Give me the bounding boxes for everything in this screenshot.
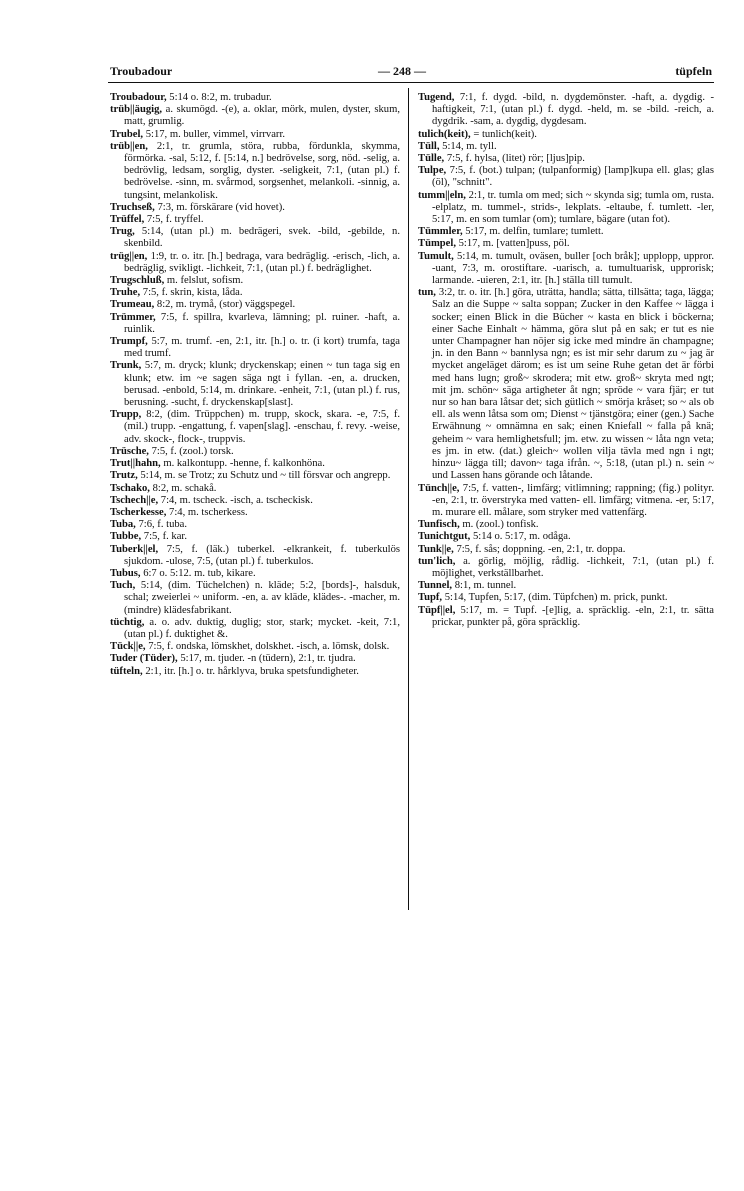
entry-headword: Tuder (Tüder), (110, 653, 178, 665)
dictionary-entry (418, 483, 714, 520)
entry-headword: tun'lich, (418, 555, 456, 567)
entry-definition: = tunlich(keit). (470, 128, 537, 140)
entry-headword: tüchtig, (110, 616, 145, 628)
header-first-word: Troubadour (110, 64, 173, 78)
dictionary-entry (110, 141, 400, 202)
entry-definition: 2:1, itr. [h.] o. tr. hårklyva, bruka spetsfundigheter. (142, 665, 359, 677)
dictionary-entry (110, 507, 400, 519)
dictionary-entry (110, 617, 400, 641)
entry-definition: 7:3, m. förskärare (vid hovet). (154, 201, 285, 213)
entry-definition: a. o. adv. duktig, duglig; stor, stark; mycket. -keit, 7:1, (utan pl.) f. duktighet &. (124, 616, 400, 640)
dictionary-entry (110, 458, 400, 470)
entry-definition: 7:5, f. (läk.) tuberkel. -elkrankeit, f. tuberkulös sjukdom. -ulose, 7:5, (utan pl.) f. tuberkulos. (124, 543, 400, 567)
entry-headword: tulich(keit), (418, 128, 471, 140)
entry-headword: Tuberk||el, (110, 543, 159, 555)
entry-headword: Tülle, (418, 153, 445, 165)
dictionary-entry (418, 165, 714, 189)
entry-definition: m. felslut, sofism. (164, 275, 244, 287)
dictionary-entry (110, 446, 400, 458)
entry-definition: 2:1, tr. grumla, störa, rubba, fördunkla, skymma, förmörka. -sal, 5:12, f. [5:14, n.] bedrövelse, sorg, nöd. -selig, a. bedrövlig, ledsam, sorglig, dyster. -seligkeit, 7:1, (utan pl.) f. bedrövelse. -sinn, m. svårmod, sorgsenhet, melankoli. -sinnig, a. tungsint, melankolisk. (124, 140, 400, 201)
dictionary-entry (110, 275, 400, 287)
entry-headword: Tück||e, (110, 641, 146, 653)
entry-definition: 5:17, m. buller, vimmel, virrvarr. (143, 128, 286, 140)
entry-definition: 7:5, f. ondska, lömskhet, dolskhet. -isch, a. lömsk, dolsk. (145, 641, 390, 653)
entry-definition: 8:2, m. schakå. (149, 482, 217, 494)
entry-headword: tüfteln, (110, 665, 143, 677)
entry-headword: Truchseß, (110, 201, 155, 213)
entry-headword: Tupf, (418, 592, 443, 604)
entry-definition: 7:4, m. tscherkess. (166, 506, 248, 518)
entry-headword: Tubbe, (110, 531, 142, 543)
entry-definition: 5:7, m. trumf. -en, 2:1, itr. [h.] o. tr. (i kort) trumfa, taga med trumf. (124, 336, 400, 360)
dictionary-entry (418, 153, 714, 165)
dictionary-entry (110, 544, 400, 568)
entry-headword: Trupp, (110, 409, 142, 421)
dictionary-entry (110, 409, 400, 446)
entry-definition: 5:14, m. se Trotz; zu Schutz und ~ till försvar och angrepp. (137, 470, 391, 482)
dictionary-entry (110, 226, 400, 250)
dictionary-entry (418, 556, 714, 580)
entry-definition: 5:14, (utan pl.) m. bedrägeri, svek. -bild, -gebilde, n. skenbild. (124, 226, 400, 250)
page-header (108, 60, 714, 83)
entry-headword: Trümmer, (110, 311, 156, 323)
column-divider (408, 88, 409, 910)
dictionary-entry (110, 129, 400, 141)
dictionary-entry (418, 251, 714, 288)
entry-headword: Tüll, (418, 140, 440, 152)
entry-definition: 5:17, m. = Tupf. -[e]lig, a. spräcklig. -eln, 2:1, tr. sätta prickar, punkter på, göra spräcklig. (432, 604, 714, 628)
entry-definition: 5:17, m. delfin, tumlare; tumlett. (462, 226, 604, 238)
entry-definition: 7:5, f. (bot.) tulpan; (tulpanformig) [lamp]kupa ell. glas; glas (öl), "schnitt". (432, 165, 714, 189)
dictionary-entry (110, 287, 400, 299)
dictionary-entry (418, 519, 714, 531)
dictionary-entry (110, 360, 400, 409)
dictionary-entry (418, 544, 714, 556)
entry-definition: 7:5, f. tryffel. (144, 214, 204, 226)
dictionary-entry (418, 238, 714, 250)
dictionary-entry (418, 287, 714, 482)
dictionary-entry (110, 214, 400, 226)
dictionary-entry (110, 312, 400, 336)
entry-definition: 8:2, (dim. Trüppchen) m. trupp, skock, skara. -e, 7:5, f. (mil.) trupp. -engattung, f. vapen[slag]. -enschau, f. revy. -weise, adv. skock-, flock-, truppvis. (124, 409, 400, 445)
entry-definition: a. görlig, möjlig, rådlig. -lichkeit, 7:1, (utan pl.) f. möjlighet, verkställbarhet. (432, 555, 714, 579)
entry-headword: tumm||eln, (418, 189, 466, 201)
dictionary-entry (418, 580, 714, 592)
entry-definition: 5:14, Tupfen, 5:17, (dim. Tüpfchen) m. prick, punkt. (442, 592, 668, 604)
entry-headword: Tschako, (110, 482, 150, 494)
entry-headword: tun, (418, 287, 436, 299)
entry-headword: Trubel, (110, 128, 144, 140)
entry-definition: 7:4, m. tscheck. -isch, a. tscheckisk. (158, 494, 313, 506)
right-column (418, 92, 714, 629)
entry-headword: Tüpf||el, (418, 604, 456, 616)
entry-headword: Tubus, (110, 567, 141, 579)
entry-headword: Tümpel, (418, 238, 456, 250)
entry-headword: trüg||en, (110, 250, 148, 262)
entry-definition: 1:9, tr. o. itr. [h.] bedraga, vara bedräglig. -erisch, -lich, a. bedräglig, svikligt. -lichkeit, 7:1, (utan pl.) f. bedräglighet. (124, 250, 400, 274)
dictionary-entry (110, 495, 400, 507)
entry-definition: m. (zool.) tonfisk. (459, 519, 539, 531)
entry-definition: 7:5, f. vatten-, limfärg; vitlimning; rappning; (fig.) polityr. -en, 2:1, tr. överstryka med vatten- ell. limfärg; vitmena. -er, 5:17, m. murare ell. målare, som stryker med vattenfärg. (432, 482, 714, 518)
entry-headword: Trugschluß, (110, 275, 165, 287)
entry-definition: 7:5, f. spillra, kvarleva, lämning; pl. ruiner. -haft, a. ruinlik. (124, 311, 400, 335)
entry-headword: Trut||hahn, (110, 458, 161, 470)
entry-definition: 5:14 o. 5:17, m. odåga. (470, 531, 571, 543)
entry-headword: trüb||en, (110, 140, 148, 152)
entry-definition: 5:14, m. tumult, oväsen, buller [och bråk]; upplopp, uppror. -uant, 7:3, m. orostiftare. -uarisch, a. tumultuarisk, upprorisk; larmande. -uieren, 2:1, itr. [h.] ställa till tumult. (432, 250, 714, 287)
dictionary-entry (418, 605, 714, 629)
entry-definition: 7:5, f. sås; doppning. -en, 2:1, tr. doppa. (453, 543, 626, 555)
dictionary-entry (418, 592, 714, 604)
dictionary-entry (110, 641, 400, 653)
entry-headword: Trumeau, (110, 299, 155, 311)
entry-definition: 5:17, m. tjuder. -n (tüdern), 2:1, tr. tjudra. (177, 653, 356, 665)
entry-headword: Tünch||e, (418, 482, 460, 494)
entry-headword: Tunichtgut, (418, 531, 471, 543)
entry-headword: Tulpe, (418, 165, 447, 177)
dictionary-page (108, 52, 714, 922)
dictionary-entry (110, 251, 400, 275)
entry-headword: Tscherkesse, (110, 506, 167, 518)
dictionary-entry (110, 666, 400, 678)
entry-headword: Truhe, (110, 287, 141, 299)
entry-headword: Tunfisch, (418, 519, 460, 531)
dictionary-entry (418, 129, 714, 141)
dictionary-entry (110, 104, 400, 128)
dictionary-entry (110, 336, 400, 360)
entry-headword: Tugend, (418, 92, 455, 103)
dictionary-entry (110, 92, 400, 104)
entry-definition: 2:1, tr. tumla om med; sich ~ skynda sig; tumla om, rusta. -elplatz, m. tummel-, strids-, lekplats. -eltaube, f. tumlett. -ler, 5:17, m. en som tumlar (om); tumlare, bägare (utan fot). (432, 189, 714, 226)
dictionary-entry (110, 580, 400, 617)
left-column (110, 92, 400, 678)
entry-headword: Troubadour, (110, 92, 167, 103)
entry-definition: a. skumögd. -(e), a. oklar, mörk, mulen, dyster, skum, matt, grumlig. (124, 104, 400, 128)
entry-headword: Tuch, (110, 580, 136, 592)
entry-definition: 7:5, f. hylsa, (litet) rör; [ljus]pip. (444, 153, 585, 165)
entry-definition: 7:1, f. dygd. -bild, n. dygdemönster. -haft, a. dygdig. -haftigkeit, 7:1, (utan pl.) f. dygd. -held, m. se -bild. -reich, a. dygdrik. -sam, a. dygdig, dygdesam. (432, 92, 714, 128)
dictionary-entry (110, 202, 400, 214)
entry-definition: 5:14, (dim. Tüchelchen) n. kläde; 5:2, [bords]-, halsduk, schal; zweierlei ~ uniform. -en, a. av kläde, klädes-. -macher, m. (mindre) klädesfabrikant. (124, 580, 400, 616)
dictionary-entry (110, 653, 400, 665)
dictionary-entry (418, 92, 714, 129)
entry-headword: Tunk||e, (418, 543, 454, 555)
entry-headword: Trüsche, (110, 445, 149, 457)
dictionary-entry (110, 470, 400, 482)
entry-definition: 8:2, m. trymå, (stor) väggspegel. (154, 299, 296, 311)
entry-definition: 7:5, f. skrin, kista, låda. (140, 287, 243, 299)
entry-definition: 5:17, m. [vatten]puss, pöl. (455, 238, 570, 250)
entry-definition: 7:5, f. (zool.) torsk. (148, 445, 234, 457)
entry-definition: 7:6, f. tuba. (135, 519, 188, 531)
dictionary-entry (110, 299, 400, 311)
header-last-word: tüpfeln (675, 64, 712, 78)
dictionary-entry (418, 531, 714, 543)
page-number: — 248 — (378, 64, 426, 78)
entry-definition: m. kalkontupp. -henne, f. kalkonhöna. (160, 458, 325, 470)
entry-headword: Tschech||e, (110, 494, 159, 506)
entry-headword: Tunnel, (418, 580, 453, 592)
dictionary-entry (110, 519, 400, 531)
entry-headword: Trüffel, (110, 214, 145, 226)
entry-headword: Trug, (110, 226, 135, 238)
entry-headword: Tuba, (110, 519, 136, 531)
dictionary-entry (110, 531, 400, 543)
entry-headword: Tümmler, (418, 226, 463, 238)
dictionary-entry (418, 226, 714, 238)
entry-headword: trüb||äugig, (110, 104, 163, 116)
entry-definition: 5:14 o. 8:2, m. trubadur. (166, 92, 272, 103)
entry-definition: 8:1, m. tunnel. (452, 580, 517, 592)
entry-headword: Trumpf, (110, 336, 148, 348)
dictionary-entry (418, 141, 714, 153)
entry-definition: 3:2, tr. o. itr. [h.] göra, uträtta, handla; sätta, tillsätta; taga, lägga; Salz an die Suppe ~ salta soppan; Zucker in den Kaffee ~ lägga i socker; einen Blick in die Bücher ~ kasta en blick i böckerna; einer Sache Einhalt ~ hämma, göra slut på en sak; er tut es nie unter Champagner han nöjer sig icke med mindre än champagne; jn. in den Bann ~ bannlysa ngn; es ist mir sehr darum zu ~ jag är mycket angeläget därom; es ist um seine Ruhe getan det är förbi med hans lugn; groß~ skrodera; mit etw. groß~ skryta med ngt; mit jm. schön~ säga artigheter åt ngn; spröde ~ vara fjär; er tut nur so han bara låtsar det; sich gütlich ~ smörja kråset; so ~ als ob ell. als wenn låtsa som om; Dienst ~ tjänstgöra; einer (gen.) Sache Erwähnung ~ omnämna en sak; einen Kniefall ~ falla på knä; geheim ~ vara hemlighetsfull; jm. etw. zu wissen ~ låta ngn veta; es jm. in etw. (dat.) gleich~ wollen vilja tävla med ngn i ngt; hinzu~ lägga till; davon~ taga ifrån. ~, 5:18, (utan pl.) n. sein ~ und Lassen hans görande och låtande. (432, 287, 714, 482)
dictionary-entry (110, 568, 400, 580)
dictionary-entry (418, 190, 714, 227)
entry-definition: 5:14, m. tyll. (439, 140, 497, 152)
entry-definition: 6:7 o. 5:12. m. tub, kikare. (140, 567, 256, 579)
dictionary-entry (110, 483, 400, 495)
entry-definition: 7:5, f. kar. (141, 531, 188, 543)
entry-headword: Tumult, (418, 250, 454, 262)
entry-headword: Trutz, (110, 470, 138, 482)
entry-definition: 5:7, m. dryck; klunk; dryckenskap; einen ~ tun taga sig en klunk; etw. im ~e sagen säga ngt i fyllan. -en, a. drucken, berusad. -enbold, 5:14, m. drinkare. -enheit, 7:1, (utan pl.) f. rus, berusning. -sucht, f. dryckenskap[slast]. (124, 360, 400, 409)
entry-headword: Trunk, (110, 360, 142, 372)
